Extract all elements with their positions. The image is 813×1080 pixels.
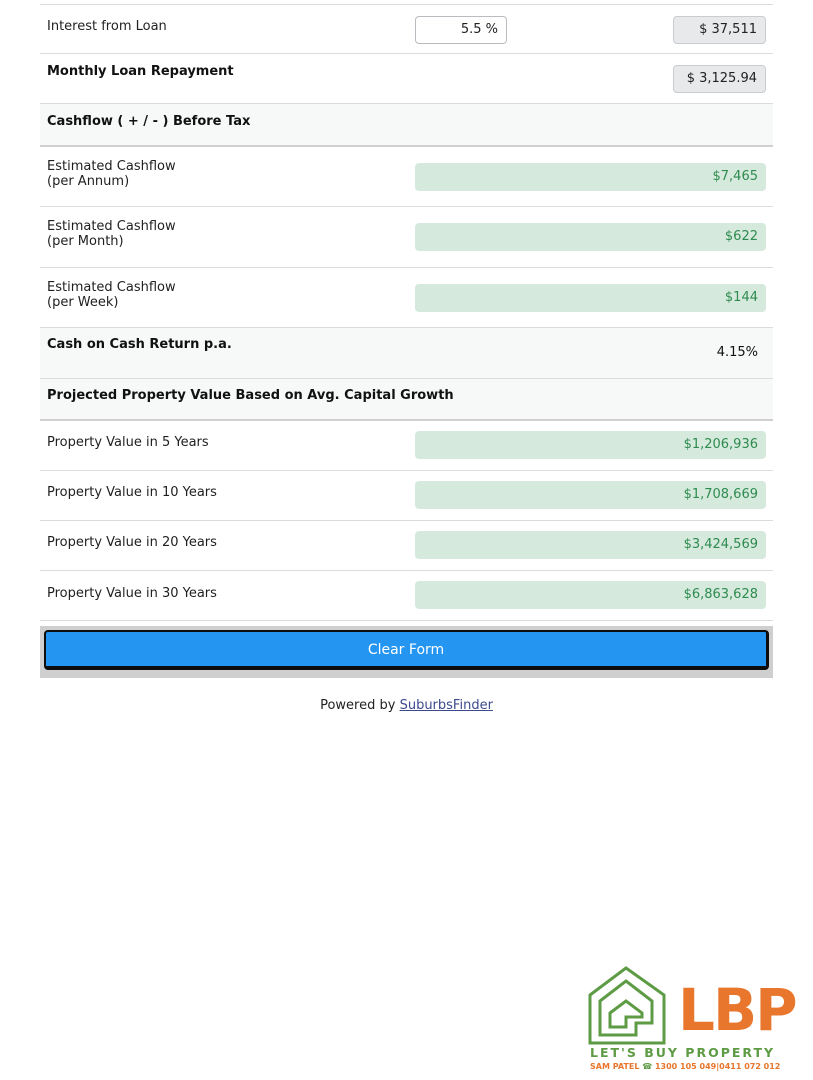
property-value-30-row — [40, 571, 773, 621]
logo-phone-numbers: 1300 105 049|0411 072 012 — [654, 1062, 781, 1071]
logo-name: SAM PATEL — [590, 1062, 640, 1071]
logo-tagline: LET'S BUY PROPERTY — [590, 1045, 776, 1060]
cashflow-annum-label-line2: (per Annum) — [47, 174, 130, 189]
cashflow-month-row — [40, 207, 773, 268]
cashflow-month-value: $622 — [415, 223, 766, 251]
property-value-10-value: $1,708,669 — [415, 481, 766, 509]
property-value-30-label: Property Value in 30 Years — [47, 586, 217, 601]
property-value-5-label: Property Value in 5 Years — [47, 435, 209, 450]
suburbsfinder-link[interactable]: SuburbsFinder — [399, 698, 493, 713]
interest-rate-field[interactable]: 5.5 % — [415, 16, 507, 44]
cashflow-month-label-line2: (per Month) — [47, 234, 124, 249]
logo-letters: LBP — [678, 976, 796, 1044]
coc-return-value: 4.15% — [716, 345, 758, 360]
property-value-20-value: $3,424,569 — [415, 531, 766, 559]
repayment-label: Monthly Loan Repayment — [47, 64, 234, 79]
property-value-20-row — [40, 521, 773, 571]
repayment-amount-field: $ 3,125.94 — [673, 65, 766, 93]
cashflow-week-label — [47, 280, 176, 310]
cashflow-week-label-line2: (per Week) — [47, 295, 119, 310]
cashflow-week-row — [40, 268, 773, 328]
lets-buy-property-logo — [586, 965, 796, 1077]
cashflow-week-label-line1: Estimated Cashflow — [47, 280, 176, 295]
powered-by-footer — [0, 698, 813, 713]
cashflow-annum-value: $7,465 — [415, 163, 766, 191]
property-value-5-value: $1,206,936 — [415, 431, 766, 459]
projected-header-label: Projected Property Value Based on Avg. Capital Growth — [47, 388, 454, 403]
cashflow-annum-label-line1: Estimated Cashflow — [47, 159, 176, 174]
property-value-20-label: Property Value in 20 Years — [47, 535, 217, 550]
projected-section-header — [40, 379, 773, 421]
clear-form-button[interactable]: Clear Form — [44, 630, 769, 670]
interest-amount-field: $ 37,511 — [673, 16, 766, 44]
clear-form-container — [40, 626, 773, 678]
repayment-row — [40, 54, 773, 104]
coc-return-row — [40, 328, 773, 379]
cashflow-month-label — [47, 219, 176, 249]
property-value-10-row — [40, 471, 773, 521]
interest-row — [40, 4, 773, 54]
powered-by-text: Powered by — [320, 698, 396, 713]
interest-label: Interest from Loan — [47, 19, 167, 34]
cashflow-annum-row — [40, 147, 773, 207]
house-logo-icon — [586, 965, 670, 1047]
cashflow-section-header — [40, 104, 773, 147]
logo-contact — [590, 1062, 780, 1071]
calculator-results — [40, 4, 773, 621]
property-value-5-row — [40, 421, 773, 471]
cashflow-week-value: $144 — [415, 284, 766, 312]
coc-return-label: Cash on Cash Return p.a. — [47, 337, 232, 352]
phone-icon: ☎ — [642, 1062, 653, 1071]
property-value-30-value: $6,863,628 — [415, 581, 766, 609]
cashflow-annum-label — [47, 159, 176, 189]
cashflow-month-label-line1: Estimated Cashflow — [47, 219, 176, 234]
cashflow-header-label: Cashflow ( + / - ) Before Tax — [47, 114, 251, 129]
property-value-10-label: Property Value in 10 Years — [47, 485, 217, 500]
